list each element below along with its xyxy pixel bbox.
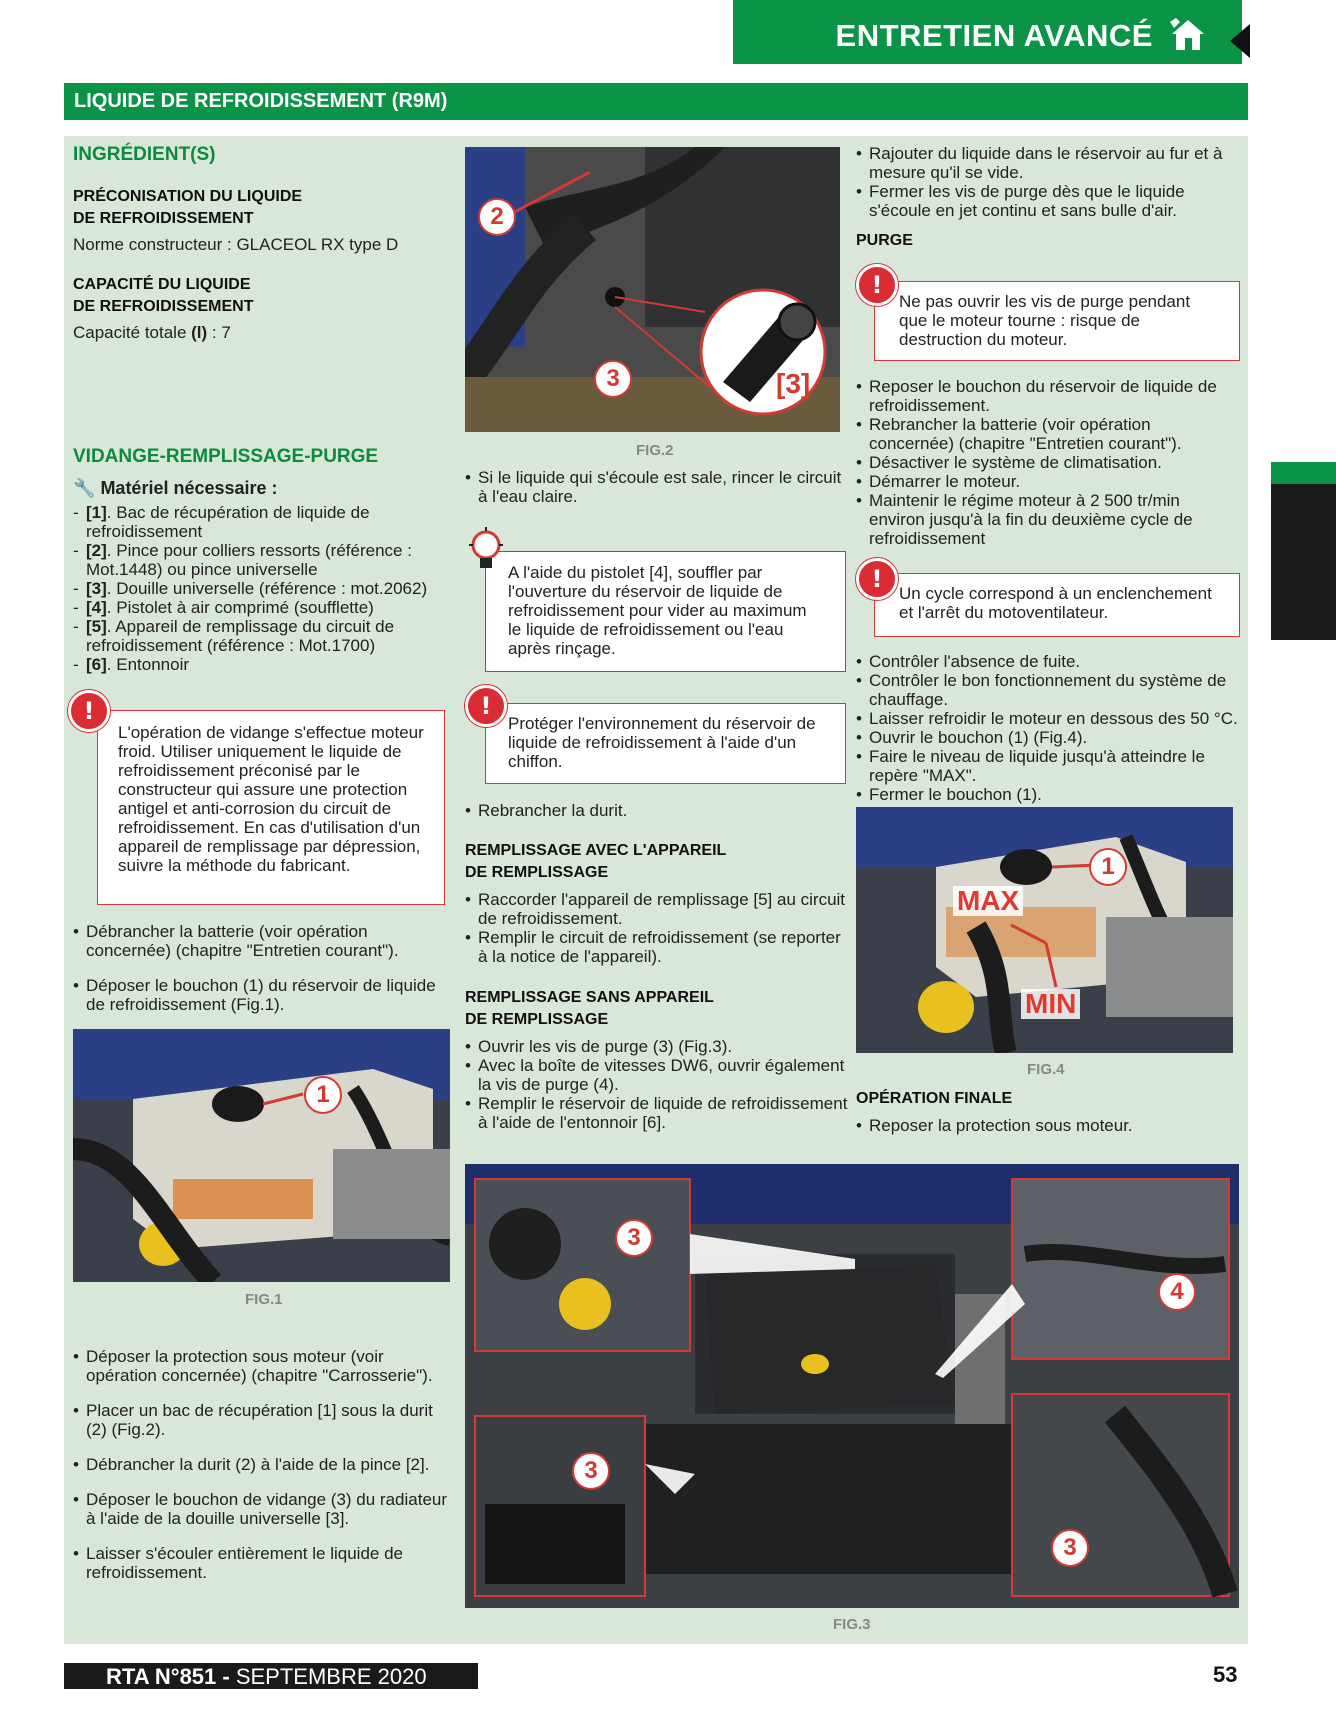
bullet: • Désactiver le système de climatisation.	[856, 453, 1240, 472]
bullet: • Laisser s'écouler entièrement le liquide de refroidissement.	[73, 1544, 457, 1582]
fig3-callout-3c: 3	[1051, 1529, 1089, 1567]
bullet: • Avec la boîte de vitesses DW6, ouvrir également la vis de purge (4).	[465, 1056, 849, 1094]
bullet: • Faire le niveau de liquide jusqu'à atteindre le repère "MAX".	[856, 747, 1240, 785]
page-arrow-icon	[1230, 24, 1250, 58]
warning-text-2: Protéger l'environnement du réservoir de liquide de refroidissement à l'aide d'un chiffon.	[508, 714, 816, 771]
col2-bullet-b	[465, 801, 849, 820]
fig1-photo	[73, 1029, 450, 1282]
op-finale-title: OPÉRATION FINALE	[856, 1090, 1013, 1107]
fig1-callout-1: 1	[304, 1076, 342, 1114]
precon-text: Norme constructeur : GLACEOL RX type D	[73, 235, 399, 254]
warning-text-4: Un cycle correspond à un enclenchement et l'arrêt du motoventilateur.	[899, 584, 1212, 622]
fig2-callout-2: 2	[478, 198, 516, 236]
bullet: • Contrôler l'absence de fuite.	[856, 652, 1240, 671]
wrench-icon: 🔧	[73, 478, 96, 498]
col3-bullets-b	[856, 377, 1240, 548]
materiel-heading: 🔧 Matériel nécessaire :	[73, 478, 278, 498]
fig4-caption: FIG.4	[1027, 1061, 1065, 1078]
bullet: • Ouvrir le bouchon (1) (Fig.4).	[856, 728, 1240, 747]
warning-box-4	[874, 573, 1240, 637]
col2-rempl-sans	[465, 987, 849, 1132]
bullet: • Rebrancher la durit.	[465, 801, 849, 820]
bullet: • Ouvrir les vis de purge (3) (Fig.3).	[465, 1037, 849, 1056]
warning-box-1	[97, 710, 445, 905]
fig3-photo	[465, 1164, 1239, 1608]
side-tab-accent	[1271, 462, 1336, 484]
capacity-text: Capacité totale (l) : 7	[73, 323, 231, 342]
materiel-item: - [1]. Bac de récupération de liquide de refroidissement	[73, 503, 457, 541]
section-title: LIQUIDE DE REFROIDISSEMENT (R9M)	[74, 90, 448, 112]
bullet: • Fermer le bouchon (1).	[856, 785, 1240, 804]
bullet: • Déposer le bouchon de vidange (3) du radiateur à l'aide de la douille universelle [3].	[73, 1490, 457, 1528]
bullet: • Remplir le réservoir de liquide de refroidissement à l'aide de l'entonnoir [6].	[465, 1094, 849, 1132]
materiel-item: - [5]. Appareil de remplissage du circuit de refroidissement (référence : Mot.1700)	[73, 617, 457, 655]
fig3-callout-3b: 3	[572, 1452, 610, 1490]
bullet: • Contrôler le bon fonctionnement du système de chauffage.	[856, 671, 1240, 709]
bullet: • Rebrancher la batterie (voir opération concernée) (chapitre "Entretien courant").	[856, 415, 1240, 453]
bullet: • Déposer la protection sous moteur (voir opération concernée) (chapitre "Carrosserie").	[73, 1347, 457, 1385]
warning-box-2	[485, 703, 846, 784]
fig3-callout-4: 4	[1158, 1273, 1196, 1311]
warning-icon: !	[856, 264, 898, 306]
materiel-item: - [2]. Pince pour colliers ressorts (référence : Mot.1448) ou pince universelle	[73, 541, 457, 579]
footer-magazine: RTA N°851 - SEPTEMBRE 2020	[106, 1664, 427, 1689]
fig3-caption: FIG.3	[833, 1616, 871, 1633]
col1-bullets-a	[73, 922, 457, 1014]
materiel-item: - [4]. Pistolet à air comprimé (soufflette)	[73, 598, 457, 617]
precon-title-2: DE REFROIDISSEMENT	[73, 210, 254, 227]
materiel-item: - [3]. Douille universelle (référence : mot.2062)	[73, 579, 457, 598]
bullet: • Débrancher la durit (2) à l'aide de la pince [2].	[73, 1455, 457, 1474]
bullet: • Rajouter du liquide dans le réservoir au fur et à mesure qu'il se vide.	[856, 144, 1240, 182]
fig2-tool-label: [3]	[776, 368, 811, 399]
fig2-caption: FIG.2	[636, 442, 674, 459]
bullet: • Reposer la protection sous moteur.	[856, 1116, 1240, 1135]
bullet: • Remplir le circuit de refroidissement (se reporter à la notice de l'appareil).	[465, 928, 849, 966]
bullet: • Raccorder l'appareil de remplissage [5] au circuit de refroidissement.	[465, 890, 849, 928]
precon-title-1: PRÉCONISATION DU LIQUIDE	[73, 188, 303, 205]
purge-title: PURGE	[856, 232, 913, 249]
header-title: ENTRETIEN AVANCÉ	[835, 18, 1153, 53]
fig4-callout-1: 1	[1089, 848, 1127, 886]
col3-op-finale	[856, 1088, 1240, 1135]
warning-text-3: Ne pas ouvrir les vis de purge pendant que le moteur tourne : risque de destruction du moteur.	[899, 292, 1191, 349]
tip-text: A l'aide du pistolet [4], souffler par l'ouverture du réservoir de liquide de refroidissement pour vider au maximum le liquide de refroidissement ou l'eau après rinçage.	[508, 563, 807, 658]
capacity-title-1: CAPACITÉ DU LIQUIDE	[73, 276, 251, 293]
bullet: • Placer un bac de récupération [1] sous la durit (2) (Fig.2).	[73, 1401, 457, 1439]
tip-box	[485, 551, 846, 672]
rempl-sans-title-2: DE REMPLISSAGE	[465, 1011, 609, 1028]
bullet: • Fermer les vis de purge dès que le liquide s'écoule en jet continu et sans bulle d'air.	[856, 182, 1240, 220]
warning-icon: !	[465, 685, 507, 727]
page-number: 53	[1213, 1662, 1238, 1687]
fig4-max-label: MAX	[953, 886, 1023, 916]
warning-text-1: L'opération de vidange s'effectue moteur froid. Utiliser uniquement le liquide de refroidissement préconisé par le constructeur qui assure une protection antigel et anti-corrosion du circuit de refroidissement. En cas d'utilisation d'un appareil de remplissage par dépression, suivre la méthode du fabricant.	[118, 723, 424, 875]
bullet: • Si le liquide qui s'écoule est sale, rincer le circuit à l'eau claire.	[465, 468, 849, 506]
col2-bullet-a	[465, 468, 849, 506]
col1-bullets-b	[73, 1347, 457, 1582]
col3-bullets-c	[856, 652, 1240, 804]
materiel-item: - [6]. Entonnoir	[73, 655, 457, 674]
bullet: • Reposer le bouchon du réservoir de liquide de refroidissement.	[856, 377, 1240, 415]
bullet: • Démarrer le moteur.	[856, 472, 1240, 491]
col3-bullets-a	[856, 144, 1240, 252]
warning-box-3	[874, 281, 1240, 361]
bullet: • Laisser refroidir le moteur en dessous des 50 °C.	[856, 709, 1240, 728]
rempl-app-title-1: REMPLISSAGE AVEC L'APPAREIL	[465, 842, 727, 859]
side-tab	[1271, 462, 1336, 640]
ingredients-title: INGRÉDIENT(S)	[73, 144, 216, 165]
fig3-callout-3a: 3	[615, 1219, 653, 1257]
lightbulb-icon	[466, 525, 506, 577]
fig2-callout-3: 3	[594, 360, 632, 398]
capacity-title-2: DE REFROIDISSEMENT	[73, 298, 254, 315]
bullet: • Débrancher la batterie (voir opération concernée) (chapitre "Entretien courant").	[73, 922, 457, 960]
bullet: • Maintenir le régime moteur à 2 500 tr/min environ jusqu'à la fin du deuxième cycle de refroidissement	[856, 491, 1240, 548]
column-1	[73, 144, 457, 342]
rempl-sans-title-1: REMPLISSAGE SANS APPAREIL	[465, 989, 714, 1006]
rempl-app-title-2: DE REMPLISSAGE	[465, 864, 609, 881]
bullet: • Déposer le bouchon (1) du réservoir de liquide de refroidissement (Fig.1).	[73, 976, 457, 1014]
column-1-vidange	[73, 446, 457, 674]
warning-icon: !	[856, 558, 898, 600]
fig4-min-label: MIN	[1021, 989, 1080, 1019]
materiel-list	[73, 503, 457, 674]
warning-icon: !	[68, 690, 110, 732]
col2-rempl-app	[465, 840, 849, 966]
vidange-title: VIDANGE-REMPLISSAGE-PURGE	[73, 446, 379, 467]
fig1-caption: FIG.1	[245, 1291, 283, 1308]
wrench-house-icon	[1168, 16, 1210, 54]
